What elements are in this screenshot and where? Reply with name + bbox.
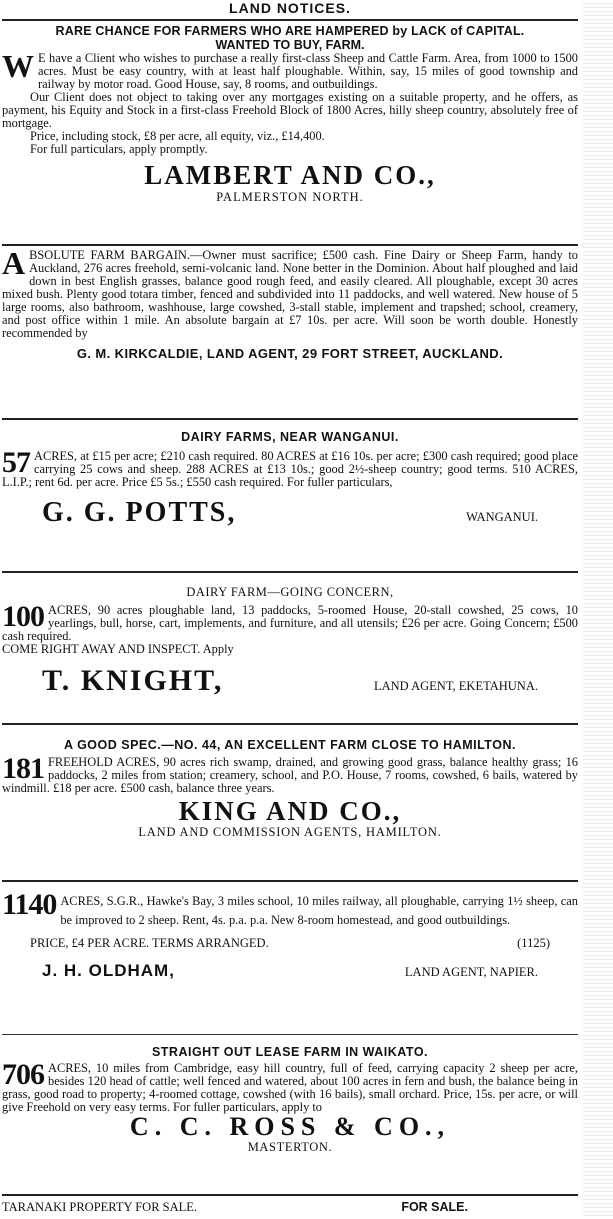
divider: [2, 723, 578, 725]
agent-location: LAND AND COMMISSION AGENTS, HAMILTON.: [138, 825, 442, 839]
divider: [2, 1034, 578, 1035]
ad-heading: DAIRY FARM—GOING CONCERN,: [186, 585, 394, 599]
section-title: LAND NOTICES.: [229, 0, 351, 16]
ad-heading: RARE CHANCE FOR FARMERS WHO ARE HAMPERED by LACK of CAPITAL.: [55, 24, 525, 38]
ad-body: W E have a Client who wishes to purchase a really first-class Sheep and Cattle Farm. Area, from 1000 to 1500 acres. Must be easy country, with at least half ploughable. Within, say, 15 miles of good township and railway by motor road. Good House, say, 8 rooms, and outbuildings.: [2, 48, 578, 91]
ad-contact: For full particulars, apply promptly.: [30, 142, 208, 156]
page-edge-noise: [583, 0, 613, 1219]
ad-price: PRICE, £4 PER ACRE. TERMS ARRANGED.: [30, 936, 269, 950]
agent-row: [2, 664, 578, 698]
agent-row: [2, 961, 578, 981]
ad-kirkcaldie: [2, 245, 578, 361]
ad-body: 100 ACRES, 90 acres ploughable land, 13 paddocks, 5-roomed House, 20-stall cowshed, 25 cows, 10 yearlings, bull, horse, cart, implements, and furniture, and all utensils; £26 per acre. Going Concern; £500 cash required.: [2, 600, 578, 643]
divider: [2, 1194, 578, 1196]
acreage-number: 706: [2, 1058, 44, 1091]
agent-location: LAND AGENT, EKETAHUNA.: [373, 679, 538, 693]
ad-knight: [2, 585, 578, 698]
divider: [2, 571, 578, 573]
agent-name: T. KNIGHT,: [42, 664, 224, 697]
agent-location: MASTERTON.: [247, 1140, 333, 1154]
divider: [2, 418, 578, 420]
ad-heading: STRAIGHT OUT LEASE FARM IN WAIKATO.: [151, 1045, 429, 1059]
price-row: [2, 936, 578, 951]
footer-right-heading: FOR SALE.: [401, 1200, 468, 1214]
divider: [2, 19, 578, 21]
ad-lambert: [2, 24, 578, 205]
acreage-number: 181: [2, 752, 44, 785]
dropcap: W: [2, 48, 34, 84]
acreage-number: 100: [2, 600, 44, 633]
footer-left-heading: TARANAKI PROPERTY FOR SALE.: [2, 1200, 198, 1214]
divider: [2, 244, 578, 246]
ad-price: Price, including stock, £8 per acre, all equity, viz., £14,400.: [30, 129, 325, 143]
ad-subheading: WANTED TO BUY, FARM.: [215, 38, 365, 52]
footer-row: [2, 1200, 578, 1215]
ad-body: 57 ACRES, at £15 per acre; £210 cash required. 80 ACRES at £16 10s. per acre; £300 cash required; good place carrying 25 cows and sheep. 288 ACRES at £13 10s.; good 2½-sheep country; good terms. 510 ACRES, L.I.P.; rent 6d. per acre. Price £5 5s.; £550 cash required. For fuller particulars,: [2, 446, 578, 489]
ad-oldham: [2, 888, 578, 981]
ad-potts: [2, 430, 578, 529]
ad-body: ABSOLUTE FARM BARGAIN.—Owner must sacrifice; £500 cash. Fine Dairy or Sheep Farm, handy to Auckland, 276 acres freehold, semi-volcanic land. None better in the Dominion. About half ploughed and laid down in best English grasses, balance good rough feed, and easily cleared. All ploughable, except 30 acres mixed bush. Plenty good totara timber, fenced and subdivided into 11 paddocks, and well watered. New house of 5 large rooms, also bathroom, washhouse, large cowshed, 3-stall stable, implement and trapshed; school, creamery, and post office within 1 mile. An absolute bargain at £7 10s. per acre. Will soon be worth double. Honestly recommended by: [2, 245, 578, 340]
agent-location: LAND AGENT, NAPIER.: [404, 965, 538, 979]
ad-reference: (1125): [517, 936, 550, 950]
ad-cta: COME RIGHT AWAY AND INSPECT. Apply: [2, 642, 234, 656]
agent-location: PALMERSTON NORTH.: [216, 190, 364, 204]
ad-heading: A GOOD SPEC.—NO. 44, AN EXCELLENT FARM CLOSE TO HAMILTON.: [64, 738, 516, 752]
acreage-number: 1140: [2, 888, 57, 921]
ad-king: [2, 738, 578, 840]
agent-name: G. G. POTTS,: [42, 497, 237, 528]
agent-location: WANGANUI.: [466, 510, 538, 524]
acreage-number: 57: [2, 446, 30, 479]
agent-row: [2, 497, 578, 529]
ad-heading: DAIRY FARMS, NEAR WANGANUI.: [181, 430, 399, 444]
ad-ross: [2, 1045, 578, 1155]
ad-body: 706 ACRES, 10 miles from Cambridge, easy hill country, full of feed, carrying capacity 2 sheep per acre, besides 120 head of cattle; well fenced and watered, about 100 acres in fern and bush, the balance being in grass, good road to property; 4-roomed cottage, cowshed (with 16 bails), small orchard. Price, 15s. per acre, or will give Freehold on very easy terms. For fuller particulars, apply to: [2, 1058, 578, 1114]
agent-name: KING AND CO.,: [178, 796, 402, 826]
agent-name: G. M. KIRKCALDIE, LAND AGENT, 29 FORT STREET, AUCKLAND.: [76, 346, 504, 361]
agent-name: LAMBERT AND CO.,: [144, 160, 436, 190]
ad-body-2: Our Client does not object to taking over any mortgages existing on a suitable property, and he offers, as payment, his Equity and Stock in a first-class Freehold Block of 1800 Acres, hilly sheep country, absolutely free of mortgage.: [2, 90, 578, 130]
agent-name: J. H. OLDHAM,: [42, 961, 175, 980]
agent-name: C. C. ROSS & CO.,: [129, 1112, 451, 1141]
divider: [2, 880, 578, 882]
ad-body: 181 FREEHOLD ACRES, 90 acres rich swamp, drained, and growing good grass, balance healthy grass; 16 paddocks, 2 miles from station; creamery, school, and P.O. House, 7 rooms, cowshed, 6 bails, watered by windmill. £18 per acre. £500 cash, balance three years.: [2, 752, 578, 795]
dropcap: A: [2, 245, 26, 281]
ad-body: 1140 ACRES, S.G.R., Hawke's Bay, 3 miles school, 10 miles railway, all ploughable, carrying 1½ sheep, can be improved to 2 sheep. Rent, 4s. p.a. p.a. New 8-room homestead, and good outbuildings.: [2, 888, 578, 927]
